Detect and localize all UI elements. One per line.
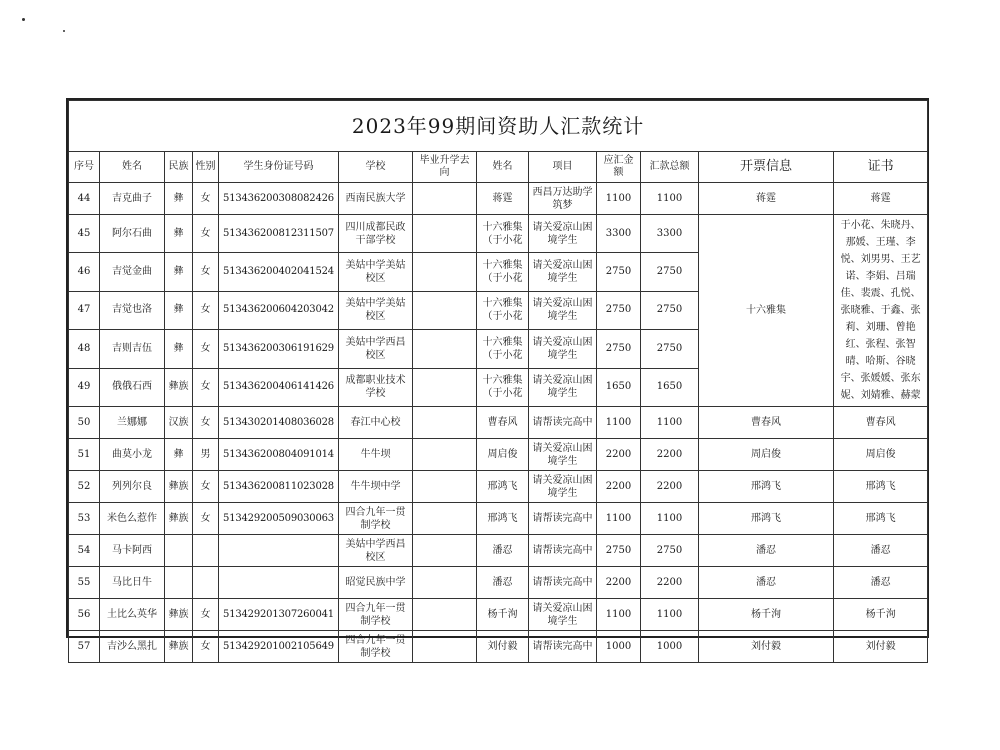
cell-project: 请关爱凉山困境学生	[529, 471, 597, 503]
cell-gender	[193, 535, 219, 567]
cell-no: 54	[69, 535, 100, 567]
table-row	[69, 567, 928, 599]
cell-id: 513429201002105649	[219, 631, 339, 663]
cell-donor: 十六雅集（于小花	[477, 253, 529, 291]
cell-no: 53	[69, 503, 100, 535]
cell-donor: 刘付毅	[477, 631, 529, 663]
cell-ethnic: 彝	[165, 183, 193, 215]
table-row	[69, 183, 928, 215]
cell-name: 吉觉金曲	[100, 253, 165, 291]
cell-id: 513430201408036028	[219, 407, 339, 439]
header-ethnic: 民族	[165, 152, 193, 183]
cell-gender: 女	[193, 471, 219, 503]
cell-name: 列列尔良	[100, 471, 165, 503]
cell-school: 西南民族大学	[339, 183, 413, 215]
cell-no: 49	[69, 368, 100, 406]
cell-due: 2200	[597, 471, 641, 503]
cell-id: 513436200402041524	[219, 253, 339, 291]
cell-due: 1650	[597, 368, 641, 406]
cell-certificate: 潘忍	[834, 567, 928, 599]
cell-school: 四合九年一贯制学校	[339, 599, 413, 631]
cell-school: 牛牛坝中学	[339, 471, 413, 503]
cell-no: 46	[69, 253, 100, 291]
cell-destination	[413, 599, 477, 631]
cell-name: 曲莫小龙	[100, 439, 165, 471]
cell-total: 2750	[641, 291, 699, 329]
cell-invoice: 周启俊	[699, 439, 834, 471]
cell-project: 请帮读完高中	[529, 631, 597, 663]
cell-invoice: 杨千洵	[699, 599, 834, 631]
cell-project: 请关爱凉山困境学生	[529, 291, 597, 329]
cell-certificate: 周启俊	[834, 439, 928, 471]
table-row	[69, 599, 928, 631]
cell-project: 请帮读完高中	[529, 535, 597, 567]
cell-gender: 女	[193, 215, 219, 253]
donation-sheet	[66, 98, 929, 659]
cell-school: 美姑中学美姑校区	[339, 253, 413, 291]
cell-project: 请关爱凉山困境学生	[529, 330, 597, 368]
cell-destination	[413, 407, 477, 439]
cell-no: 50	[69, 407, 100, 439]
cell-certificate-merged: 于小花、朱晓丹、那媛、王瑾、李悦、刘男男、王艺诺、李娟、吕瑞佳、裴震、孔悦、张晓雅、于鑫、张莉、刘珊、曾艳红、张程、张智晴、哈斯、谷晓宇、张媛媛、张东妮、刘婧雅、赫蒙	[834, 215, 928, 407]
cell-destination	[413, 631, 477, 663]
cell-ethnic	[165, 567, 193, 599]
cell-destination	[413, 368, 477, 406]
cell-donor: 曹春风	[477, 407, 529, 439]
cell-school: 成都职业技术学校	[339, 368, 413, 406]
cell-destination	[413, 330, 477, 368]
cell-project: 请关爱凉山困境学生	[529, 368, 597, 406]
cell-due: 2750	[597, 535, 641, 567]
scan-speck	[63, 30, 65, 32]
cell-total: 2200	[641, 471, 699, 503]
table-row	[69, 535, 928, 567]
header-school: 学校	[339, 152, 413, 183]
cell-id: 513436200811023028	[219, 471, 339, 503]
cell-donor: 邢鸿飞	[477, 503, 529, 535]
cell-due: 2750	[597, 330, 641, 368]
cell-ethnic: 彝族	[165, 631, 193, 663]
cell-invoice: 刘付毅	[699, 631, 834, 663]
header-due-amount: 应汇金额	[597, 152, 641, 183]
cell-due: 1100	[597, 407, 641, 439]
cell-id	[219, 535, 339, 567]
cell-due: 2750	[597, 291, 641, 329]
cell-name: 俄俄石西	[100, 368, 165, 406]
table-row	[69, 439, 928, 471]
cell-project: 请关爱凉山困境学生	[529, 215, 597, 253]
cell-donor: 杨千洵	[477, 599, 529, 631]
cell-destination	[413, 471, 477, 503]
cell-donor: 十六雅集（于小花	[477, 215, 529, 253]
cell-id: 513436200406141426	[219, 368, 339, 406]
cell-destination	[413, 253, 477, 291]
cell-destination	[413, 535, 477, 567]
donation-table	[68, 100, 928, 663]
cell-ethnic: 彝族	[165, 368, 193, 406]
cell-no: 44	[69, 183, 100, 215]
cell-id: 513429201307260041	[219, 599, 339, 631]
cell-total: 1100	[641, 599, 699, 631]
cell-project: 请关爱凉山困境学生	[529, 599, 597, 631]
cell-no: 55	[69, 567, 100, 599]
cell-destination	[413, 215, 477, 253]
cell-total: 1000	[641, 631, 699, 663]
cell-no: 52	[69, 471, 100, 503]
cell-no: 56	[69, 599, 100, 631]
cell-ethnic: 彝族	[165, 471, 193, 503]
cell-certificate: 曹春风	[834, 407, 928, 439]
table-row	[69, 407, 928, 439]
cell-name: 兰娜娜	[100, 407, 165, 439]
cell-donor: 周启俊	[477, 439, 529, 471]
cell-project: 请帮读完高中	[529, 567, 597, 599]
cell-project: 请关爱凉山困境学生	[529, 253, 597, 291]
cell-no: 47	[69, 291, 100, 329]
header-invoice: 开票信息	[699, 152, 834, 183]
cell-certificate: 潘忍	[834, 535, 928, 567]
table-row	[69, 215, 928, 253]
cell-school: 美姑中学美姑校区	[339, 291, 413, 329]
header-donor: 姓名	[477, 152, 529, 183]
cell-due: 1100	[597, 599, 641, 631]
cell-id: 513436200308082426	[219, 183, 339, 215]
cell-total: 2750	[641, 330, 699, 368]
cell-due: 1000	[597, 631, 641, 663]
cell-invoice: 潘忍	[699, 535, 834, 567]
cell-id: 513436200604203042	[219, 291, 339, 329]
cell-due: 3300	[597, 215, 641, 253]
cell-total: 1100	[641, 183, 699, 215]
cell-ethnic	[165, 535, 193, 567]
cell-name: 吉克曲子	[100, 183, 165, 215]
cell-gender: 女	[193, 291, 219, 329]
cell-gender: 女	[193, 368, 219, 406]
cell-school: 牛牛坝	[339, 439, 413, 471]
cell-donor: 蒋霆	[477, 183, 529, 215]
cell-certificate: 邢鸿飞	[834, 471, 928, 503]
cell-school: 昭觉民族中学	[339, 567, 413, 599]
cell-destination	[413, 291, 477, 329]
cell-gender: 女	[193, 631, 219, 663]
cell-name: 吉沙么黑扎	[100, 631, 165, 663]
cell-ethnic: 彝	[165, 253, 193, 291]
cell-total: 1650	[641, 368, 699, 406]
cell-school: 四合九年一贯制学校	[339, 503, 413, 535]
cell-ethnic: 彝	[165, 439, 193, 471]
cell-name: 吉则吉伍	[100, 330, 165, 368]
cell-id	[219, 567, 339, 599]
cell-gender: 女	[193, 253, 219, 291]
cell-project: 西昌万达助学筑梦	[529, 183, 597, 215]
table-row	[69, 503, 928, 535]
cell-due: 2200	[597, 567, 641, 599]
cell-school: 美姑中学西昌校区	[339, 330, 413, 368]
header-project: 项目	[529, 152, 597, 183]
cell-school: 美姑中学西昌校区	[339, 535, 413, 567]
cell-destination	[413, 567, 477, 599]
cell-gender: 男	[193, 439, 219, 471]
cell-name: 阿尔石曲	[100, 215, 165, 253]
cell-name: 土比么英华	[100, 599, 165, 631]
cell-name: 马比日牛	[100, 567, 165, 599]
cell-invoice: 潘忍	[699, 567, 834, 599]
cell-total: 3300	[641, 215, 699, 253]
cell-project: 请关爱凉山困境学生	[529, 439, 597, 471]
cell-total: 2200	[641, 567, 699, 599]
cell-donor: 邢鸿飞	[477, 471, 529, 503]
cell-ethnic: 汉族	[165, 407, 193, 439]
page-title: 2023年99期间资助人汇款统计	[69, 101, 928, 152]
cell-invoice-merged: 十六雅集	[699, 215, 834, 407]
cell-gender: 女	[193, 330, 219, 368]
table-row	[69, 471, 928, 503]
cell-total: 2750	[641, 253, 699, 291]
cell-no: 57	[69, 631, 100, 663]
cell-due: 2200	[597, 439, 641, 471]
cell-destination	[413, 183, 477, 215]
cell-gender: 女	[193, 183, 219, 215]
header-gender: 性别	[193, 152, 219, 183]
cell-total: 2200	[641, 439, 699, 471]
cell-name: 米色么惹作	[100, 503, 165, 535]
cell-donor: 十六雅集（于小花	[477, 291, 529, 329]
cell-no: 48	[69, 330, 100, 368]
cell-invoice: 蒋霆	[699, 183, 834, 215]
cell-invoice: 邢鸿飞	[699, 503, 834, 535]
cell-destination	[413, 439, 477, 471]
scan-speck	[22, 18, 25, 21]
cell-certificate: 蒋霆	[834, 183, 928, 215]
cell-name: 吉觉也洛	[100, 291, 165, 329]
cell-due: 1100	[597, 183, 641, 215]
cell-certificate: 刘付毅	[834, 631, 928, 663]
table-row	[69, 631, 928, 663]
cell-ethnic: 彝族	[165, 599, 193, 631]
cell-invoice: 曹春风	[699, 407, 834, 439]
cell-no: 51	[69, 439, 100, 471]
cell-donor: 潘忍	[477, 567, 529, 599]
cell-invoice: 邢鸿飞	[699, 471, 834, 503]
cell-project: 请帮读完高中	[529, 503, 597, 535]
cell-gender: 女	[193, 599, 219, 631]
cell-donor: 十六雅集（于小花	[477, 330, 529, 368]
header-no: 序号	[69, 152, 100, 183]
cell-id: 513436200306191629	[219, 330, 339, 368]
cell-id: 513436200812311507	[219, 215, 339, 253]
cell-total: 1100	[641, 407, 699, 439]
cell-certificate: 杨千洵	[834, 599, 928, 631]
cell-project: 请帮读完高中	[529, 407, 597, 439]
header-name: 姓名	[100, 152, 165, 183]
cell-gender: 女	[193, 503, 219, 535]
cell-destination	[413, 503, 477, 535]
cell-total: 1100	[641, 503, 699, 535]
cell-due: 1100	[597, 503, 641, 535]
header-id: 学生身份证号码	[219, 152, 339, 183]
cell-ethnic: 彝	[165, 330, 193, 368]
cell-total: 2750	[641, 535, 699, 567]
header-certificate: 证书	[834, 152, 928, 183]
cell-ethnic: 彝	[165, 215, 193, 253]
cell-ethnic: 彝族	[165, 503, 193, 535]
cell-certificate: 邢鸿飞	[834, 503, 928, 535]
cell-gender: 女	[193, 407, 219, 439]
cell-gender	[193, 567, 219, 599]
cell-id: 513436200804091014	[219, 439, 339, 471]
cell-ethnic: 彝	[165, 291, 193, 329]
cell-donor: 潘忍	[477, 535, 529, 567]
header-destination: 毕业升学去向	[413, 152, 477, 183]
cell-donor: 十六雅集（于小花	[477, 368, 529, 406]
cell-id: 513429200509030063	[219, 503, 339, 535]
cell-due: 2750	[597, 253, 641, 291]
cell-school: 春江中心校	[339, 407, 413, 439]
header-total-amount: 汇款总额	[641, 152, 699, 183]
cell-name: 马卡阿西	[100, 535, 165, 567]
cell-school: 四川成都民政干部学校	[339, 215, 413, 253]
cell-no: 45	[69, 215, 100, 253]
cell-school: 四合九年一贯制学校	[339, 631, 413, 663]
